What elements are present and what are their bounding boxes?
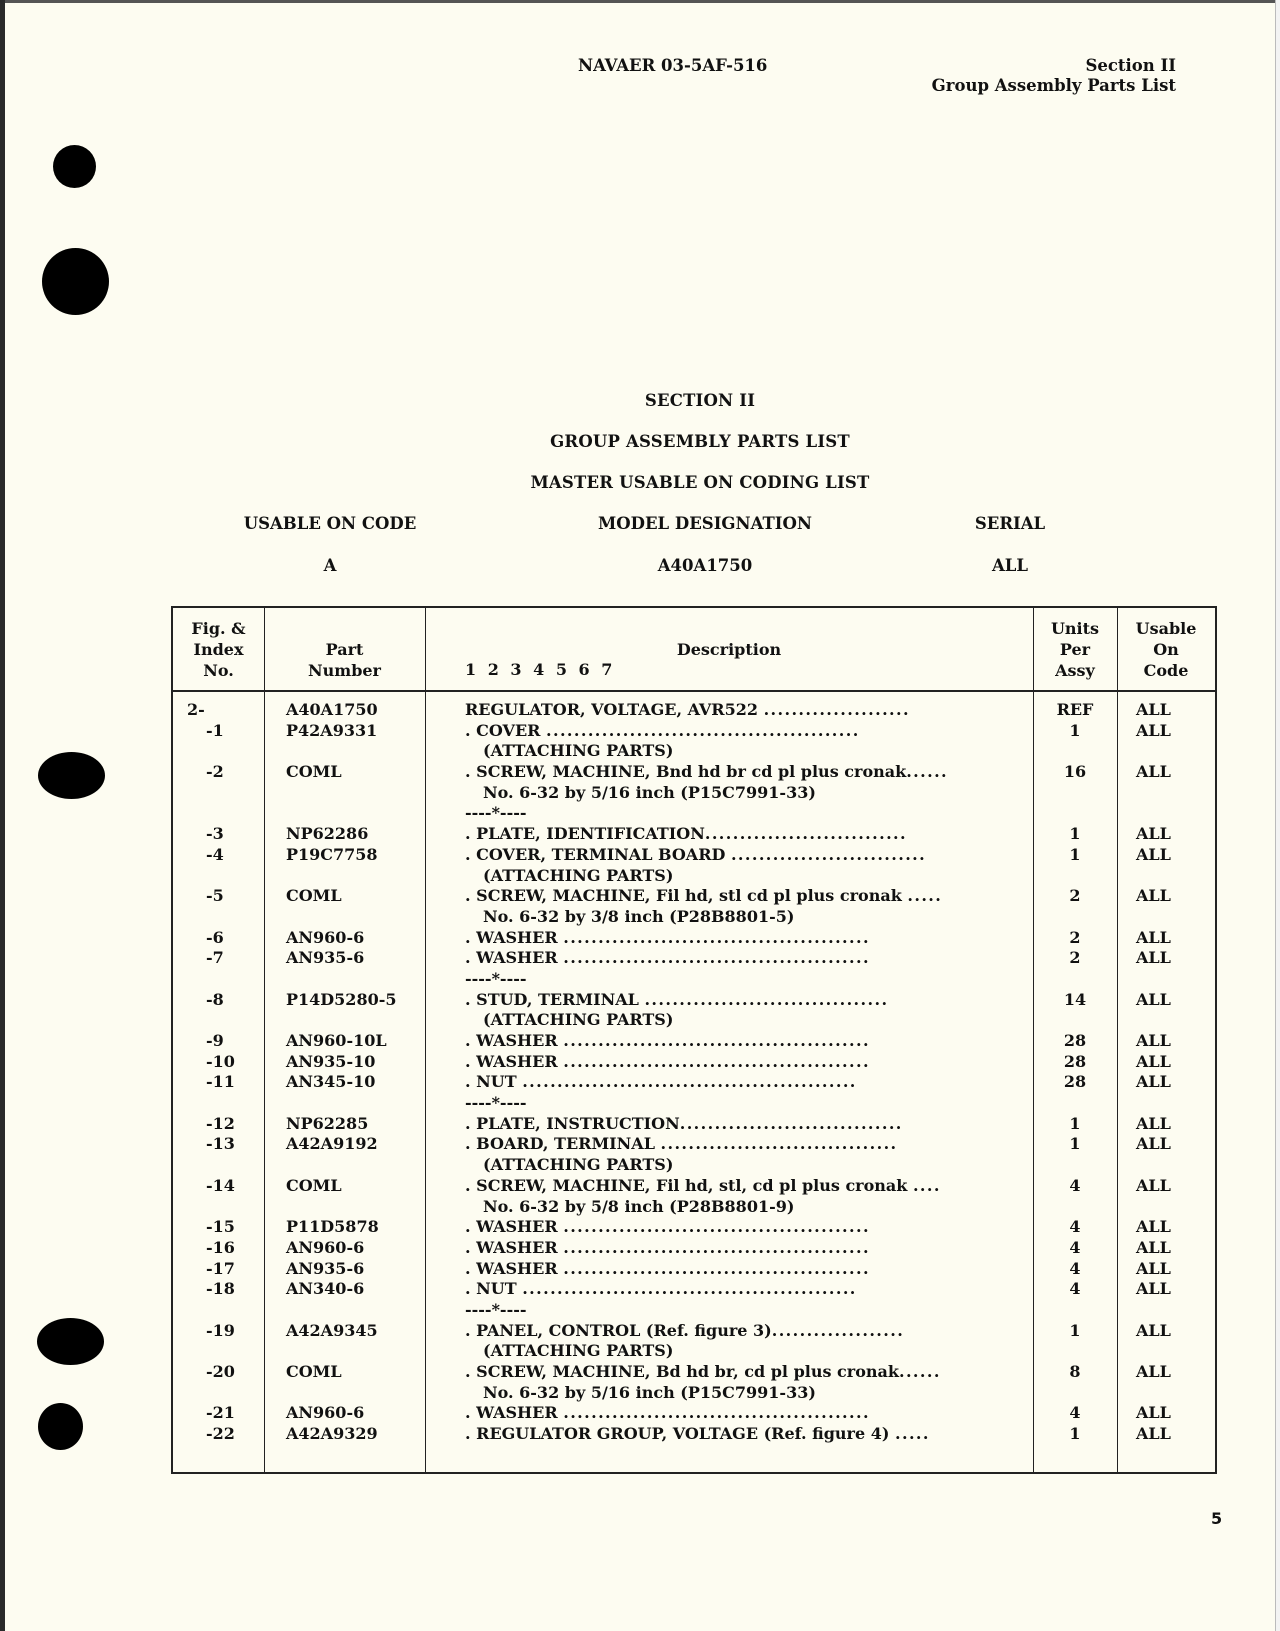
usable-on-code: ALL [1136, 927, 1171, 947]
units-per-assy: 1 [1069, 1113, 1081, 1133]
description [465, 1362, 1000, 1383]
description-text: . WASHER [465, 1031, 564, 1050]
units-per-assy: 2 [1069, 886, 1081, 906]
page-edge-right [1275, 0, 1280, 1631]
table-row [173, 1114, 1215, 1135]
leader-dots: .... [912, 1175, 941, 1195]
description-text: (ATTACHING PARTS) [483, 741, 674, 761]
table-row [173, 1093, 1215, 1114]
description [465, 1031, 1000, 1052]
description-text: ----*---- [465, 1093, 527, 1113]
usable-on-code: ALL [1136, 1072, 1171, 1092]
table-row [173, 1424, 1215, 1445]
serial-header: SERIAL [974, 514, 1046, 533]
units-per-assy: 4 [1069, 1217, 1081, 1237]
fig-index: -16 [206, 1237, 235, 1257]
description-text: . COVER, TERMINAL BOARD [465, 844, 731, 864]
table-row [173, 803, 1215, 824]
fig-index: -15 [206, 1217, 235, 1237]
usable-on-code: ALL [1136, 1320, 1171, 1340]
description [465, 886, 1000, 907]
part-number: COML [286, 886, 342, 906]
usable-on-code: ALL [1136, 1424, 1171, 1444]
description [465, 1279, 1000, 1300]
usable-on-code: ALL [1136, 1258, 1171, 1278]
table-row [173, 907, 1215, 928]
table-row [173, 1300, 1215, 1321]
table-row [173, 1072, 1215, 1093]
header-units-per-assy: Units Per Assy [1050, 619, 1100, 680]
binder-hole-3 [38, 752, 105, 799]
document-id: NAVAER 03-5AF-516 [578, 56, 768, 75]
units-per-assy: 1 [1069, 1134, 1081, 1154]
fig-index: -9 [206, 1031, 224, 1050]
table-row [173, 1052, 1215, 1073]
description [465, 1052, 1000, 1073]
table-row [173, 1217, 1215, 1238]
part-number: COML [286, 1362, 342, 1381]
usable-on-code: ALL [1136, 1362, 1171, 1381]
leader-dots: ................................................ [522, 1072, 857, 1092]
table-row [173, 1321, 1215, 1342]
section-heading: SECTION II [644, 391, 756, 410]
binder-hole-2 [42, 248, 109, 315]
leader-dots: ................................... [644, 989, 889, 1009]
usable-on-code: ALL [1136, 824, 1171, 844]
description-text: . SCREW, MACHINE, Bnd hd br cd pl plus cronak [465, 762, 907, 782]
fig-index: -21 [206, 1403, 235, 1423]
usable-on-code: ALL [1136, 720, 1171, 740]
fig-index: 2- [187, 700, 205, 719]
fig-index: -13 [206, 1134, 235, 1154]
description-text: . WASHER [465, 927, 564, 947]
part-number: AN935-10 [286, 1051, 376, 1071]
description-text: . STUD, TERMINAL [465, 989, 645, 1009]
part-number: A42A9192 [286, 1134, 378, 1154]
table-row [173, 948, 1215, 969]
usable-on-code: ALL [1136, 1403, 1171, 1423]
usable-on-code: ALL [1136, 1113, 1171, 1133]
description-text: ----*---- [465, 803, 527, 823]
leader-dots: ............................................ [563, 1051, 870, 1071]
description [483, 907, 1018, 928]
units-per-assy: 4 [1069, 1403, 1081, 1423]
leader-dots: ..... [895, 1424, 930, 1444]
description [465, 1300, 1000, 1321]
table-row [173, 886, 1215, 907]
fig-index: -12 [206, 1113, 235, 1133]
table-row [173, 1197, 1215, 1218]
part-number: P11D5878 [286, 1217, 379, 1237]
usable-on-code: ALL [1136, 762, 1171, 782]
part-number: A42A9329 [286, 1424, 378, 1444]
table-row [173, 783, 1215, 804]
description [465, 1321, 1000, 1342]
description-text: No. 6-32 by 5/16 inch (P15C7991-33) [483, 782, 816, 802]
leader-dots: ...... [906, 762, 949, 782]
table-row [173, 1403, 1215, 1424]
description [465, 1424, 1000, 1445]
description-text: . PLATE, INSTRUCTION [465, 1113, 680, 1133]
fig-index: -17 [206, 1258, 235, 1278]
leader-dots: ............................................ [563, 1237, 870, 1257]
units-per-assy: 14 [1063, 989, 1087, 1009]
leader-dots: ............................................ [563, 1031, 870, 1050]
part-number: AN960-10L [286, 1031, 387, 1050]
fig-index: -11 [206, 1072, 235, 1092]
table-row [173, 700, 1215, 721]
table-row [173, 1134, 1215, 1155]
description-text: . WASHER [465, 1258, 564, 1278]
description [483, 741, 1018, 762]
units-per-assy: 28 [1063, 1031, 1087, 1050]
description-text: (ATTACHING PARTS) [483, 1341, 674, 1361]
description-text: (ATTACHING PARTS) [483, 1010, 674, 1030]
table-row [173, 1238, 1215, 1259]
header-divider [173, 690, 1215, 692]
description-text: (ATTACHING PARTS) [483, 865, 674, 885]
fig-index: -5 [206, 886, 224, 906]
table-row [173, 1155, 1215, 1176]
table-row [173, 990, 1215, 1011]
part-number: AN935-6 [286, 1258, 365, 1278]
units-per-assy: 1 [1069, 1424, 1081, 1444]
usable-on-code-header: USABLE ON CODE [243, 514, 417, 533]
header-part-number: Part Number [308, 640, 381, 680]
table-row [173, 845, 1215, 866]
description-text: (ATTACHING PARTS) [483, 1155, 674, 1175]
fig-index: -14 [206, 1175, 235, 1195]
description [465, 1134, 1000, 1155]
usable-on-code: ALL [1136, 886, 1171, 906]
units-per-assy: 2 [1069, 948, 1081, 968]
part-number: AN960-6 [286, 1237, 365, 1257]
units-per-assy: REF [1056, 700, 1094, 719]
section-label: Section II [1085, 56, 1176, 75]
page-edge-left [0, 0, 5, 1631]
units-per-assy: 28 [1063, 1072, 1087, 1092]
fig-index: -1 [206, 720, 224, 740]
usable-on-code: ALL [1136, 1031, 1171, 1050]
leader-dots: ............................................ [563, 927, 870, 947]
table-row [173, 1031, 1215, 1052]
usable-on-code: ALL [1136, 1175, 1171, 1195]
description [483, 1341, 1018, 1362]
description-text: . REGULATOR GROUP, VOLTAGE (Ref. figure 4) [465, 1424, 896, 1444]
table-body [173, 700, 1215, 1445]
part-number: AN960-6 [286, 927, 365, 947]
usable-on-code: ALL [1136, 1051, 1171, 1071]
header-fig-index: Fig. & Index No. [191, 619, 246, 680]
table-row [173, 762, 1215, 783]
description-text: No. 6-32 by 5/16 inch (P15C7991-33) [483, 1382, 816, 1402]
description [465, 948, 1000, 969]
fig-index: -3 [206, 824, 224, 844]
part-number: P19C7758 [286, 844, 378, 864]
part-number: A42A9345 [286, 1320, 378, 1340]
units-per-assy: 28 [1063, 1051, 1087, 1071]
serial-value: ALL [991, 556, 1028, 575]
table-row [173, 1176, 1215, 1197]
description-text: . SCREW, MACHINE, Bd hd br, cd pl plus cronak [465, 1362, 899, 1381]
description-text: . BOARD, TERMINAL [465, 1134, 661, 1154]
units-per-assy: 2 [1069, 927, 1081, 947]
table-row [173, 1341, 1215, 1362]
description [465, 700, 1000, 721]
leader-dots: ............................................ [563, 1217, 870, 1237]
table-row [173, 741, 1215, 762]
description [465, 721, 1000, 742]
fig-index: -2 [206, 762, 224, 782]
part-number: COML [286, 1175, 342, 1195]
description-text: . NUT [465, 1279, 523, 1299]
table-row [173, 1362, 1215, 1383]
description [465, 990, 1000, 1011]
description [465, 1403, 1000, 1424]
page-number: 5 [1211, 1509, 1223, 1528]
part-number: AN345-10 [286, 1072, 376, 1092]
usable-on-code: ALL [1136, 948, 1171, 968]
description-text: . SCREW, MACHINE, Fil hd, stl, cd pl plus cronak [465, 1175, 913, 1195]
description-text: . WASHER [465, 1237, 564, 1257]
leader-dots: .................................. [660, 1134, 898, 1154]
page-edge-top [0, 0, 1280, 3]
binder-hole-1 [53, 145, 96, 188]
table-row [173, 1383, 1215, 1404]
table-row [173, 969, 1215, 990]
description-text: . COVER [465, 720, 547, 740]
description [483, 1155, 1018, 1176]
leader-dots: ...... [898, 1362, 941, 1381]
description-text: . WASHER [465, 948, 564, 968]
parts-list-table [171, 606, 1217, 1474]
table-row [173, 721, 1215, 742]
leader-dots: ................... [771, 1320, 905, 1340]
table-row [173, 1259, 1215, 1280]
leader-dots: ............................ [730, 844, 927, 864]
fig-index: -4 [206, 844, 224, 864]
units-per-assy: 1 [1069, 1320, 1081, 1340]
fig-index: -8 [206, 989, 224, 1009]
description [465, 803, 1000, 824]
description-text: . PANEL, CONTROL (Ref. figure 3) [465, 1320, 772, 1340]
fig-index: -22 [206, 1424, 235, 1444]
description [465, 928, 1000, 949]
description-text: . WASHER [465, 1403, 564, 1423]
units-per-assy: 4 [1069, 1258, 1081, 1278]
usable-on-code-value: A [323, 556, 337, 575]
units-per-assy: 1 [1069, 720, 1081, 740]
description [465, 824, 1000, 845]
usable-on-code: ALL [1136, 700, 1171, 719]
fig-index: -10 [206, 1051, 235, 1071]
model-designation-value: A40A1750 [657, 556, 753, 575]
fig-index: -6 [206, 927, 224, 947]
description [465, 845, 1000, 866]
leader-dots: ............................................ [563, 1258, 870, 1278]
table-row [173, 1010, 1215, 1031]
description [465, 1176, 1000, 1197]
description-text: REGULATOR, VOLTAGE, AVR522 [465, 700, 764, 719]
header-indent-levels: 1 2 3 4 5 6 7 [465, 660, 616, 679]
master-heading: MASTER USABLE ON CODING LIST [530, 473, 870, 492]
table-row [173, 1279, 1215, 1300]
part-number: AN935-6 [286, 948, 365, 968]
fig-index: -19 [206, 1320, 235, 1340]
leader-dots: ............................................. [546, 720, 860, 740]
fig-index: -18 [206, 1279, 235, 1299]
fig-index: -7 [206, 948, 224, 968]
units-per-assy: 8 [1069, 1362, 1081, 1381]
usable-on-code: ALL [1136, 1217, 1171, 1237]
units-per-assy: 4 [1069, 1279, 1081, 1299]
description [483, 1383, 1018, 1404]
units-per-assy: 1 [1069, 844, 1081, 864]
leader-dots: ............................................ [563, 948, 870, 968]
description-text: . WASHER [465, 1051, 564, 1071]
description-text: No. 6-32 by 5/8 inch (P28B8801-9) [483, 1196, 795, 1216]
table-row [173, 928, 1215, 949]
part-number: AN340-6 [286, 1279, 365, 1299]
table-row [173, 866, 1215, 887]
usable-on-code: ALL [1136, 989, 1171, 1009]
units-per-assy: 4 [1069, 1175, 1081, 1195]
part-number: NP62286 [286, 824, 369, 844]
part-number: P14D5280-5 [286, 989, 397, 1009]
description-text: . NUT [465, 1072, 523, 1092]
leader-dots: ..... [907, 886, 943, 906]
units-per-assy: 1 [1069, 824, 1081, 844]
leader-dots: ............................. [704, 824, 907, 844]
part-number: AN960-6 [286, 1403, 365, 1423]
description-text: . SCREW, MACHINE, Fil hd, stl cd pl plus cronak [465, 886, 908, 906]
description [465, 1259, 1000, 1280]
table-row [173, 824, 1215, 845]
description [465, 969, 1000, 990]
part-number: A40A1750 [286, 700, 378, 719]
description [465, 1217, 1000, 1238]
binder-hole-5 [38, 1403, 83, 1450]
model-designation-header: MODEL DESIGNATION [598, 514, 812, 533]
leader-dots: ..................... [763, 700, 910, 719]
description [465, 762, 1000, 783]
part-number: P42A9331 [286, 720, 378, 740]
description-text: . WASHER [465, 1217, 564, 1237]
leader-dots: ................................ [679, 1113, 903, 1133]
description-text: ----*---- [465, 1299, 527, 1319]
description [483, 866, 1018, 887]
leader-dots: ............................................ [563, 1403, 870, 1423]
description-text: . PLATE, IDENTIFICATION [465, 824, 705, 844]
description-text: No. 6-32 by 3/8 inch (P28B8801-5) [483, 906, 795, 926]
description [465, 1114, 1000, 1135]
usable-on-code: ALL [1136, 844, 1171, 864]
header-usable-on-code: Usable On Code [1135, 619, 1197, 680]
usable-on-code: ALL [1136, 1279, 1171, 1299]
binder-hole-4 [37, 1318, 104, 1365]
part-number: NP62285 [286, 1113, 369, 1133]
section-title: Group Assembly Parts List [931, 76, 1176, 95]
description [465, 1072, 1000, 1093]
description-text: ----*---- [465, 968, 527, 988]
leader-dots: ................................................ [522, 1279, 857, 1299]
units-per-assy: 16 [1063, 762, 1087, 782]
running-header [932, 56, 1176, 96]
description [465, 1093, 1000, 1114]
description [483, 1197, 1018, 1218]
description [465, 1238, 1000, 1259]
description [483, 783, 1018, 804]
fig-index: -20 [206, 1362, 235, 1381]
usable-on-code: ALL [1136, 1237, 1171, 1257]
header-description: Description [676, 640, 782, 659]
usable-on-code: ALL [1136, 1134, 1171, 1154]
group-heading: GROUP ASSEMBLY PARTS LIST [550, 432, 850, 451]
part-number: COML [286, 762, 342, 782]
units-per-assy: 4 [1069, 1237, 1081, 1257]
description [483, 1010, 1018, 1031]
